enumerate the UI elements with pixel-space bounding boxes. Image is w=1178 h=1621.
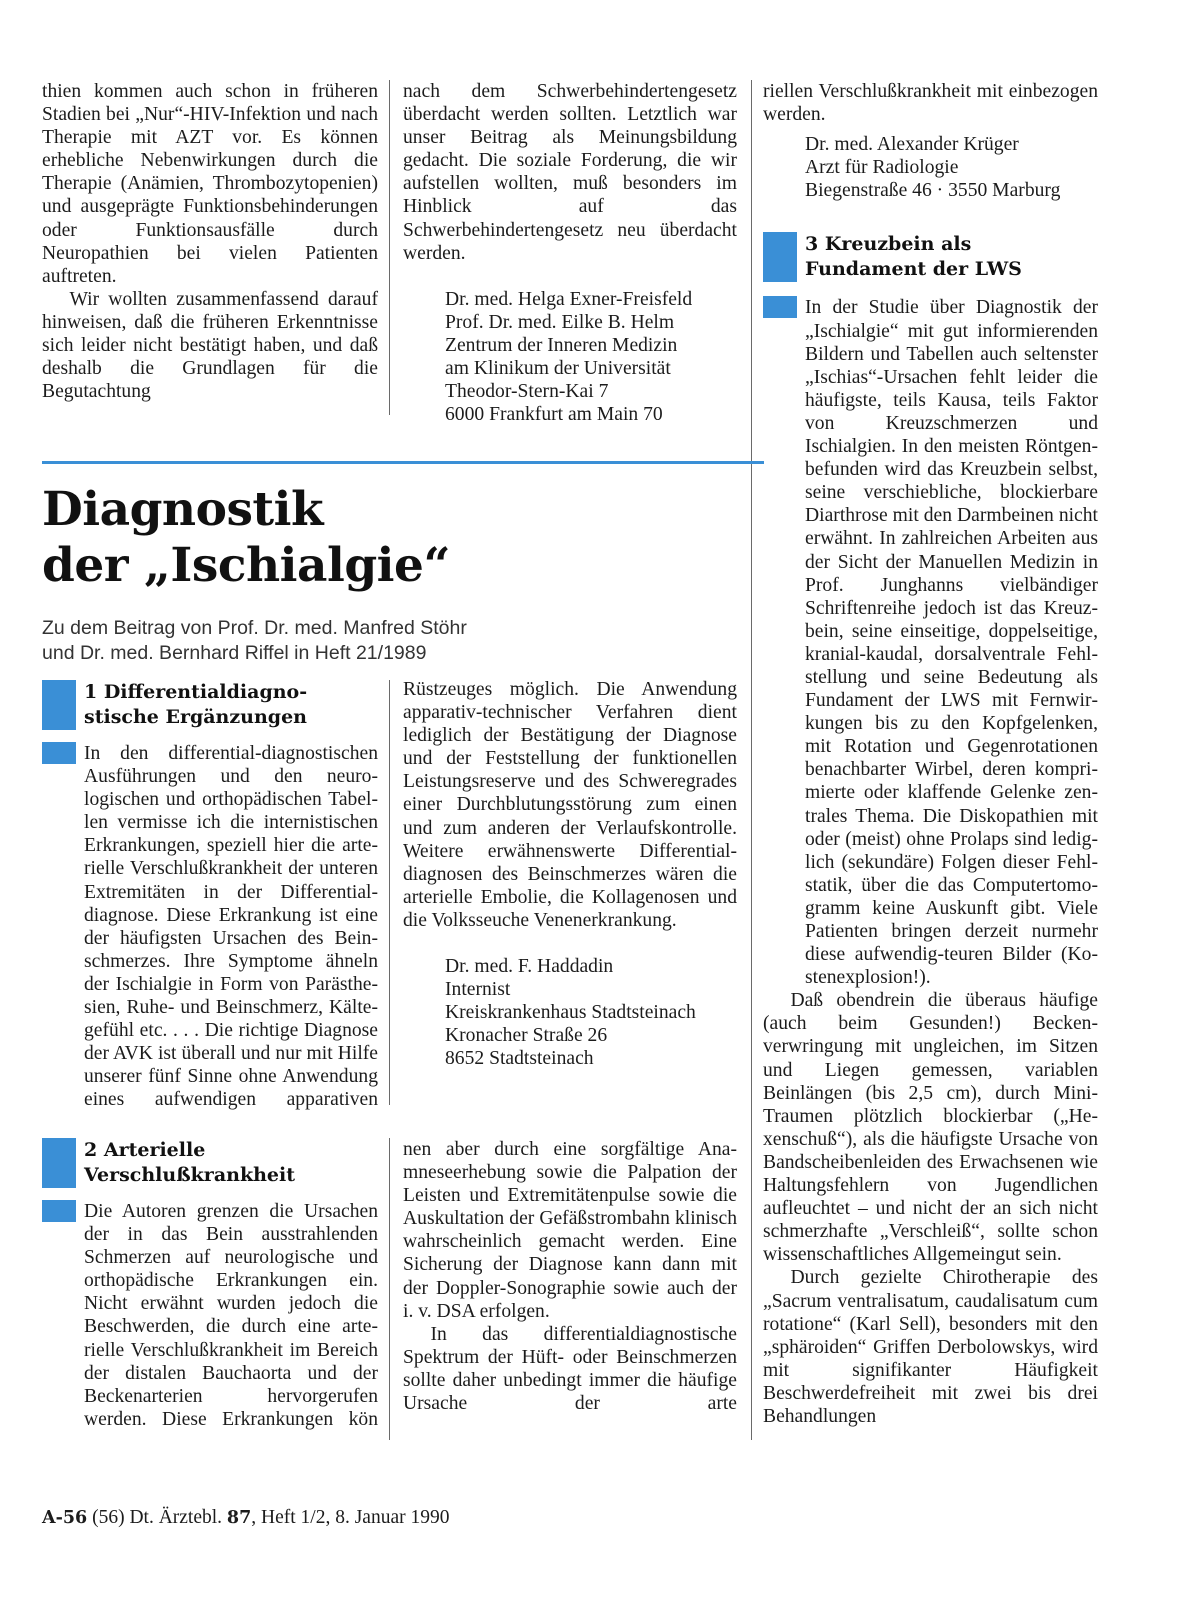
section-2-left-column [42,1138,378,1431]
address: 8652 Stadtsteinach [445,1048,594,1070]
signature-block [403,288,737,427]
paragraph: nach dem Schwerbehindertengesetz überdacht werden sollten. Letztlich war unser Beitrag als Meinungsbildung gedacht. Die soziale Forderung, die wir aufstellen wollten, muß besonders im Hinblick auf das Schwerbehindertengesetz neu überdacht werden. [403,81,737,264]
section-3-body [763,296,1098,1428]
top-left-column [42,80,378,403]
affiliation: Zentrum der Inneren Medizin [445,334,678,356]
section-heading-3 [763,232,1098,282]
accent-bar [42,1138,76,1188]
address: Theodor-Stern-Kai 7 [445,381,609,403]
paragraph: Die Autoren grenzen die Ursachen der in das Bein ausstrahlenden Schmerzen auf neurologische und orthopädische Erkrankungen ein. Nicht erwähnt wurden jedoch die Beschwerden, die durch eine arterielle Verschlußkrankheit im Bereich der distalen Bauchaorta und der Beckenarterien hervorgerufen werden. Diese Erkrankungen kön [84,1201,378,1430]
paragraph: Wir wollten zusammenfassend darauf hinweisen, daß die früheren Erkenntnisse sich leider nicht bestätigt haben, und daß deshalb die Grundlagen für die Begutachtung [42,288,378,403]
volume-number: 87 [226,1508,252,1528]
author-name: Dr. med. F. Haddadin [445,956,614,978]
subtitle-line: Zu dem Beitrag von Prof. Dr. med. Manfred Stöhr [42,617,467,639]
citation: , Heft 1/2, 8. Januar 1990 [251,1507,450,1528]
affiliation: am Klinikum der Universität [445,358,671,380]
accent-bar [763,296,797,318]
section-heading-2 [42,1138,378,1188]
citation: (56) Dt. Ärztebl. [92,1507,223,1528]
heading-line: 1 Differentialdiagno- [84,681,308,703]
paragraph: Rüstzeuges möglich. Die Anwendung apparativ-technischer Verfahren dient lediglich der Bestätigung der Diagnose und der Feststellung der funktionellen Leistungsreserve und des Schweregrades einer Durchblutungsstörung zum einen und zum anderen der Verlaufskontrolle. Weitere erwähnenswerte Differentialdiagnosen des Beinschmerzes wären die arterielle Embolie, die Kollagenosen und die Volksseuche Venenerkrankung. [403,679,737,931]
signature-block [763,133,1098,202]
author-name: Dr. med. Helga Exner-Freisfeld [445,288,693,310]
paragraph: Daß obendrein die überaus häufige (auch beim Gesunden!) Beckenverwringung mit ungleichen, im Sitzen und Liegen gemessen, variablen Beinlängen (bis 2,5 cm), durch MiniTraumen plötzlich blockierbar („Hexenschuß“), als die häufigste Ursache von Bandscheibenleiden des Erwachsenen wie Haltungsfehlern von Jugendlichen aufleuchtet – und nicht der an sich nicht schmerzhafte „Verschleiß“, sollte schon wissenschaftliches Allgemeingut sein. [763,990,1098,1266]
affiliation: Internist [445,979,511,1001]
author-name: Dr. med. Alexander Krüger [805,134,1019,156]
article-title [42,482,450,594]
heading-line: Verschlußkrankheit [84,1164,296,1186]
affiliation: Arzt für Radiologie [805,157,959,179]
heading-line: Fundament der LWS [805,258,1022,281]
section-1-left-column [42,680,378,1112]
section-2-right-column [403,1138,737,1415]
signature-block [403,955,737,1070]
paragraph: In der Studie über Diagnostik der „Ischialgie“ mit gut informierenden Bildern und Tabellen auch seltenster „Ischias“-Ursachen fehlt leider die häufigste, teils Kausa, teils Faktor von Kreuzschmerzen und Ischialgien. In den meisten Röntgenbefunden wird das Kreuzbein selbst, seine verschiebliche, blockierbare Diarthrose mit den Darmbeinen nicht erwähnt. In zahlreichen Arbeiten aus der Sicht der Manuellen Medizin in Prof. Junghanns vielbändiger Schriftenreihe jedoch ist das Kreuzbein, seine einseitige, doppelseitige, kranial-kaudal, dorsalventrale Fehlstellung und seine Bedeutung als Fundament der LWS mit Fernwirkungen bis zu den Kopfgelenken, mit Rotation und Gegenrotationen benachbarter Wirbel, deren komprimierte oder klaffende Gelenke zentrales Thema. Die Diskopathien mit oder (meist) ohne Prolaps sind lediglich (sekundäre) Folgen dieser Fehlstatik, über die das Computertomogramm keine Auskunft gibt. Viele Patienten bringen derzeit nurmehr diese aufwendig-teuren Bilder (Kostenexplosion!). [805,297,1098,989]
accent-bar [42,742,76,764]
horizontal-rule [42,461,764,464]
affiliation: Kreiskrankenhaus Stadtsteinach [445,1002,696,1024]
title-line: Diagnostik [42,482,324,537]
heading-line: stische Ergänzungen [84,706,307,728]
paragraph: In den differential-diagnostischen Ausführungen und den neurologischen und orthopädischen Tabellen vermisse ich die internistischen Erkrankungen, speziell hier die arterielle Verschlußkrankheit der unteren Extremitäten in der Differentialdiagnose. Diese Erkrankung ist eine der häufigsten Ursachen des Beinschmerzes. Ihre Symptome ähneln der Ischialgie in Form von Parästhesien, Ruhe- und Beinschmerz, Kältegefühl etc. . . . Die richtige Diagnose der AVK ist überall und nur mit Hilfe unserer fünf Sinne ohne Anwendung eines aufwendigen apparativen [84,743,378,1111]
address: 6000 Frankfurt am Main 70 [445,404,663,426]
subtitle-line: und Dr. med. Bernhard Riffel in Heft 21/1989 [42,642,427,664]
page-footer [42,1506,450,1530]
page-number: A-56 [42,1508,88,1528]
column-divider [389,1138,390,1440]
article-subtitle [42,616,467,666]
address: Kronacher Straße 26 [445,1025,608,1047]
author-name: Prof. Dr. med. Eilke B. Helm [445,311,675,333]
top-middle-column [403,80,737,426]
paragraph: thien kommen auch schon in früheren Stadien bei „Nur“-HIV-Infektion und nach Therapie mit AZT vor. Es können erhebliche Nebenwirkungen durch die Therapie (Anämien, Thrombozytopenien) und ausgeprägte Funktionsbehinderungen oder Funktionsausfälle durch Neuropathien bei vielen Patienten auftreten. [42,81,378,287]
title-line: der „Ischialgie“ [42,538,450,593]
heading-line: 2 Arterielle [84,1139,206,1161]
column-divider [389,80,390,415]
paragraph: Durch gezielte Chirotherapie des „Sacrum ventralisatum, caudalisatum cum rotatione“ (Karl Sell), besonders mit den „sphäroiden“ Griffen Derbolowskys, wird mit signifikanter Häufigkeit Beschwerdefreiheit mit zwei bis drei Behandlungen [763,1267,1098,1427]
address: Biegenstraße 46 · 3550 Marburg [805,180,1061,202]
accent-bar [42,680,76,730]
section-1-body [42,742,378,1112]
paragraph: riellen Verschlußkrankheit mit einbezogen werden. [763,81,1098,126]
right-column [763,80,1098,1428]
section-heading-1 [42,680,378,730]
paragraph: nen aber durch eine sorgfältige Anamneseerhebung sowie die Palpation der Leisten und Extremitätenpulse sowie die Auskultation der Gefäßstrombahn klinisch wahrscheinlich gemacht werden. Eine Sicherung der Diagnose kann dann mit der Doppler-Sonographie sowie auch der i. v. DSA erfolgen. [403,1139,737,1322]
accent-bar [42,1200,76,1222]
heading-line: 3 Kreuzbein als [805,233,972,256]
column-divider [389,680,390,1105]
paragraph: In das differentialdiagnostische Spektrum der Hüft- oder Beinschmerzen sollte daher unbedingt immer die häufige Ursache der arte [403,1323,737,1415]
section-2-body [42,1200,378,1431]
column-divider [751,80,752,1440]
section-1-right-column [403,678,737,1071]
accent-bar [763,232,797,282]
